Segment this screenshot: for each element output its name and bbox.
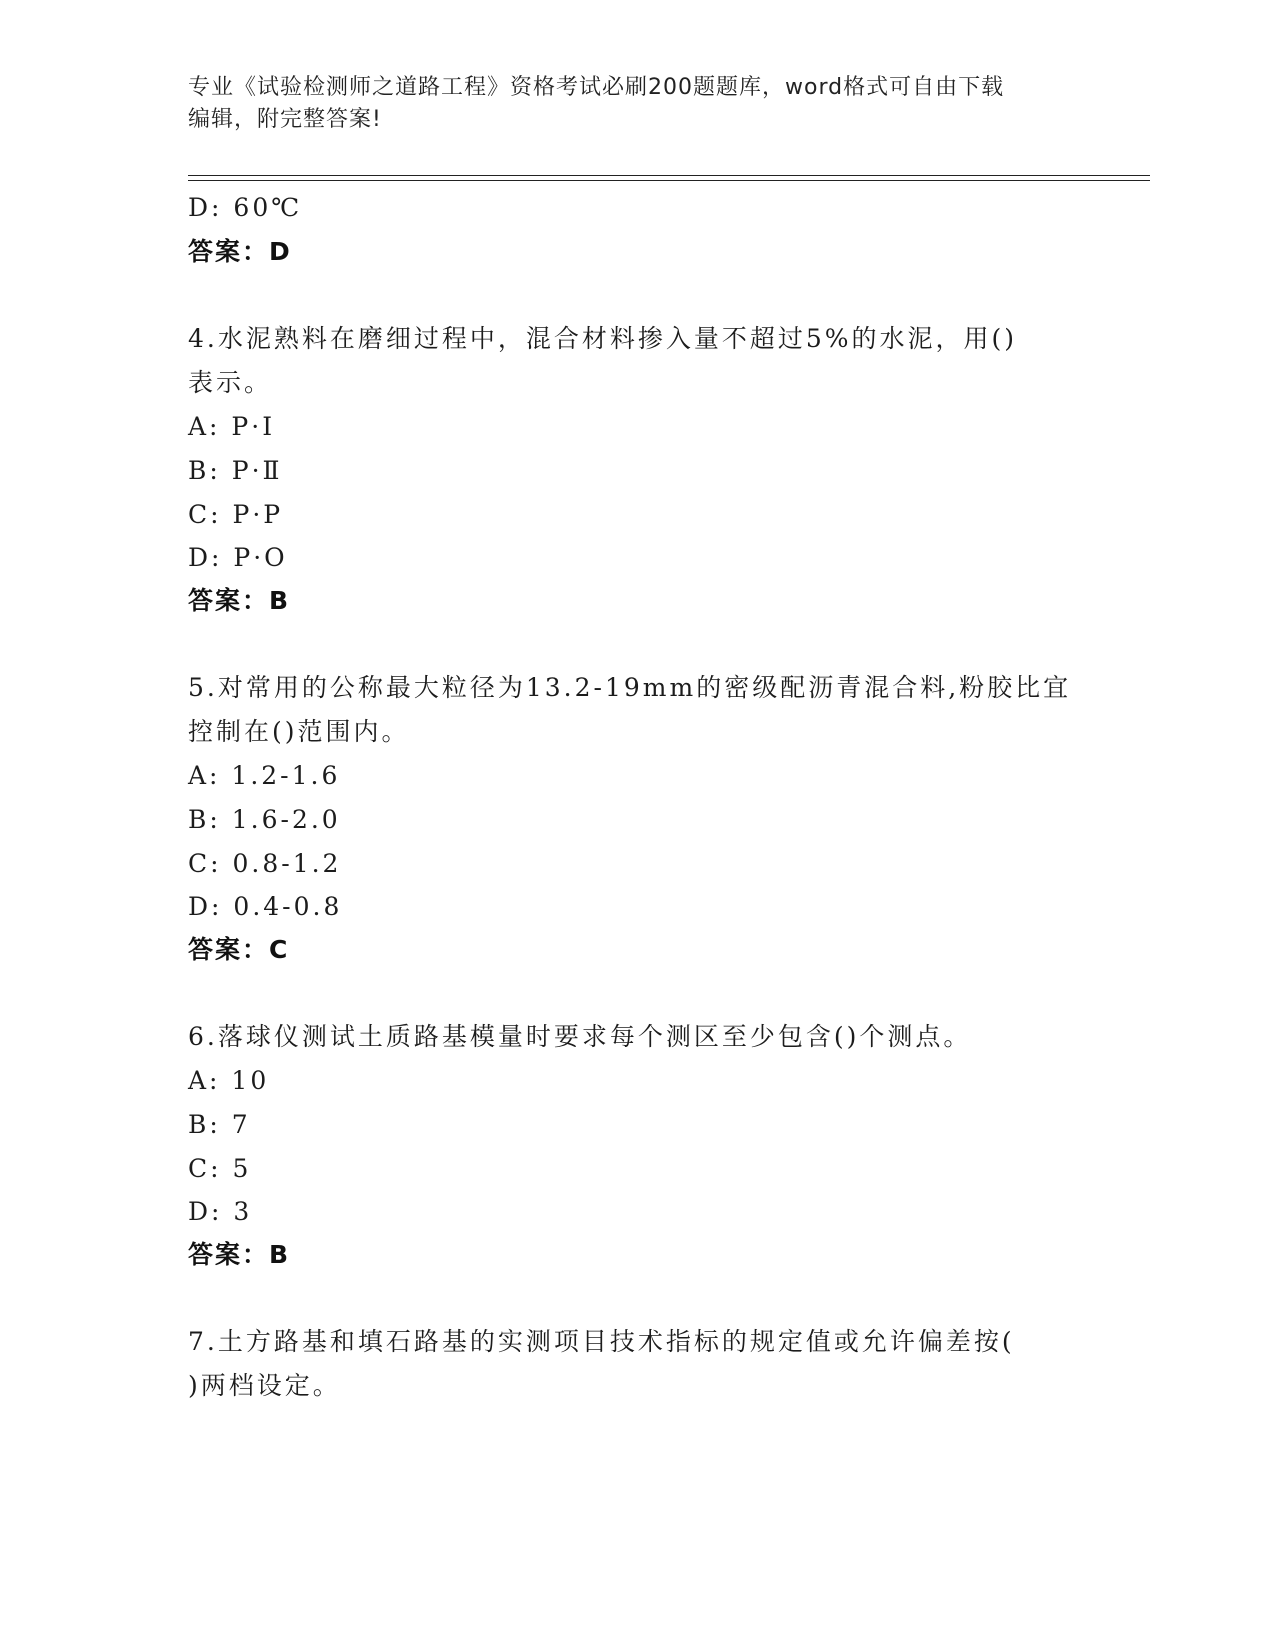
question-4-option-d: D: P·O — [188, 543, 288, 572]
question-4-option-a: A: P·Ⅰ — [188, 412, 276, 441]
prev-question-answer: 答案：D — [188, 237, 292, 266]
question-5-answer: 答案：C — [188, 935, 290, 964]
question-6-option-c: C: 5 — [188, 1154, 252, 1183]
question-7-stem-cont: )两档设定。 — [188, 1371, 341, 1400]
question-4-answer: 答案：B — [188, 586, 291, 615]
question-6-option-a: A: 10 — [188, 1066, 270, 1095]
header-divider-bottom — [188, 180, 1150, 181]
question-5-option-b: B: 1.6-2.0 — [188, 805, 341, 834]
question-4-option-b: B: P·Ⅱ — [188, 456, 283, 485]
header-title-line1: 专业《试验检测师之道路工程》资格考试必刷200题题库，word格式可自由下载 — [188, 75, 1005, 100]
question-4-stem: 4.水泥熟料在磨细过程中，混合材料掺入量不超过5%的水泥，用() — [188, 324, 1018, 353]
question-5-option-c: C: 0.8-1.2 — [188, 849, 342, 878]
question-5-stem: 5.对常用的公称最大粒径为13.2-19mm的密级配沥青混合料,粉胶比宜 — [188, 673, 1072, 702]
question-5-stem-cont: 控制在()范围内。 — [188, 717, 410, 746]
question-6-answer: 答案：B — [188, 1240, 291, 1269]
prev-question-option-d: D: 60℃ — [188, 193, 303, 222]
question-4-option-c: C: P·P — [188, 500, 284, 529]
question-6-stem: 6.落球仪测试土质路基模量时要求每个测区至少包含()个测点。 — [188, 1022, 972, 1051]
question-5-option-a: A: 1.2-1.6 — [188, 761, 341, 790]
question-5-option-d: D: 0.4-0.8 — [188, 892, 343, 921]
header-title-line2: 编辑，附完整答案! — [188, 107, 382, 132]
question-6-option-d: D: 3 — [188, 1197, 253, 1226]
document-header — [188, 72, 1088, 136]
header-divider-top — [188, 175, 1150, 176]
question-4-stem-cont: 表示。 — [188, 368, 273, 397]
question-6-option-b: B: 7 — [188, 1110, 251, 1139]
question-7-stem: 7.土方路基和填石路基的实测项目技术指标的规定值或允许偏差按( — [188, 1327, 1015, 1356]
